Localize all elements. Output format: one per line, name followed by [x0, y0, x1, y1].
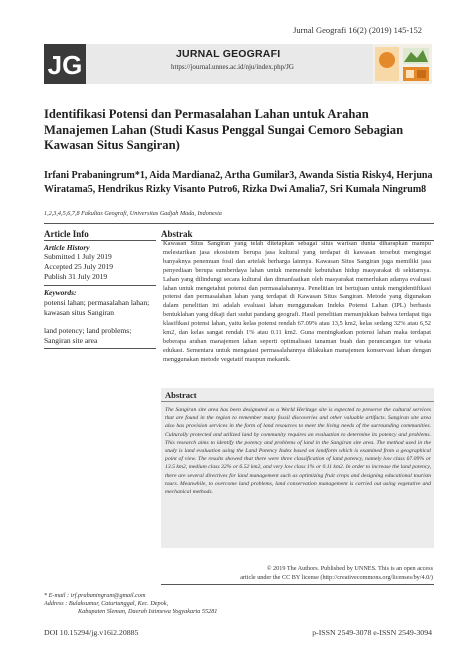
address-line-2: Kabupaten Sleman, Daerah Istimewa Yogyakarta 55281: [78, 608, 218, 615]
author-list: Irfani Prabaningrum*1, Aida Mardiana2, Artha Gumilar3, Awanda Sistia Risky4, Herjuna Wiratama5, Hendrikus Rizky Visanto Putro6, Rizka Dwi Amalia7, Sri Kumala Ningrum8: [44, 170, 433, 195]
keywords-divider: [44, 348, 156, 349]
history-heading: Article History: [44, 243, 90, 252]
journal-cover-image: [373, 44, 432, 84]
abstract-heading: Abstract: [165, 390, 197, 400]
history-divider: [44, 285, 156, 286]
top-divider: [44, 223, 434, 224]
doi[interactable]: DOI 10.15294/jg.v16i2.20885: [44, 628, 139, 637]
journal-url[interactable]: https://journal.unnes.ac.id/nju/index.php/JG: [171, 63, 294, 71]
published-date: Publish 31 July 2019: [44, 272, 108, 281]
submitted-date: Submitted 1 July 2019: [44, 252, 112, 261]
correspondence: [44, 592, 217, 616]
address-line-1: Address : Bulaksumur, Caturtunggal, Kec. Depok,: [44, 600, 169, 607]
info-heading-divider: [44, 240, 156, 241]
article-title: Identifikasi Potensi dan Permasalahan Lahan untuk Arahan Manajemen Lahan (Studi Kasus Penggal Sungai Cemoro Sebagian Kawasan Situs Sangiran): [44, 107, 404, 152]
abstract-text: The Sangiran site area has been designated as a World Heritage site is expected to preserve the cultural services that are found in the region to remember many fossil discoveries and other valuable artifacts. Sangiran site area also has provision services in the form of land resources to meet the living needs of the surrounding communities. Culturally protected and utilized land by community requires an evaluation to determine its potency and problems. This research aims to identify the potency and problems of land in the Sangiran site area. The method used in the study is land evaluation using the Land Potency Index based on landform which is examined from a geographical point of view. The results showed that there were three classification of land potency, namely low class 67.09% or 13.5 km2, medium class 32% or 6.52 km2, and very low class 1% or 0.11 km2. In order to increase the land potency, there are several directives for land management such as optimizing fruit crops and designing educational tourism tours. Meanwhile, to overcome land problems, land conservation management is carried out using vegetative and mechanical methods.: [165, 407, 431, 496]
affiliation: 1,2,3,4,5,6,7,8 Fakultas Geografi, Universitas Gadjah Mada, Indonesia: [44, 210, 222, 217]
abstrak-text: Kawasan Situs Sangiran yang telah ditetapkan sebagai situs warisan dunia diharapkan mampu melestarikan jasa ekosistem berupa jasa kultural yang terdapat di kawasan tersebut mengingat banyaknya penemuan fosil dan artefak berharga lainnya. Kawasan Situs Sangiran juga memiliki jasa penyediaan berupa sumberdaya lahan untuk memenuhi kebutuhan hidup masyarakat di sekitarnya. Lahan yang dilindungi secara kultural dan dimanfaatkan oleh masyarakat memerlukan adanya evaluasi lahan untuk mengetahui potensi dan permasalahannya. Penelitian ini bertujuan untuk mengidentifikasi potensi dan permasalahan lahan yang terdapat di Kawasan Situs Sangiran. Metode yang digunakan dalam penelitian ini adalah evaluasi lahan menggunakan Indeks Potensi Lahan (IPL) berbasis bentuklahan yang dikaji dari sudut pandang geografi. Hasil penelitian menunjukkan bahwa terdapat tiga klasifikasi potensi lahan, yaitu kelas potensi rendah 67.09% atau 13,5 km2, kelas sedang 32% atau 6,52 km2, dan kelas sangat rendah 1% atau 0.11 km2. Guna meningkatkan potensi lahan maka terdapat beberapa arahan manajemen lahan seperti optimalisasi tanaman buah dan perancangan tur wisata edukasi. Sementara untuk mengatasi permasalahannya dilakukan manajemen konservasi lahan dengan menggunakan metode vegetatif maupun mekanik.: [163, 240, 431, 363]
logo-text: JG: [47, 50, 83, 80]
footer-divider: [161, 584, 434, 585]
keywords-english: land potency; land problems; Sangiran site area: [44, 326, 132, 345]
keywords-indonesian: potensi lahan; permasalahan lahan; kawasan situs Sangiran: [44, 298, 150, 317]
copyright-line-2[interactable]: article under the CC BY license (http://creativecommons.org/licenses/by/4.0/): [240, 573, 433, 581]
journal-name: JURNAL GEOGRAFI: [176, 48, 281, 60]
journal-logo: [44, 44, 86, 84]
article-info-heading: Article Info: [44, 229, 89, 239]
abstract-heading-divider: [161, 401, 434, 402]
abstrak-heading: Abstrak: [161, 229, 193, 239]
keywords-heading: Keywords:: [44, 288, 77, 297]
copyright-line-1: © 2019 The Authors. Published by UNNES. This is an open access: [266, 565, 433, 572]
copyright-notice: [161, 565, 433, 582]
journal-citation: Jurnal Geografi 16(2) (2019) 145-152: [293, 25, 422, 35]
accepted-date: Accepted 25 July 2019: [44, 262, 113, 271]
issn: p-ISSN 2549-3078 e-ISSN 2549-3094: [312, 628, 432, 637]
email-line[interactable]: * E-mail : irf.prabaningrum@gmail.com: [44, 592, 146, 599]
